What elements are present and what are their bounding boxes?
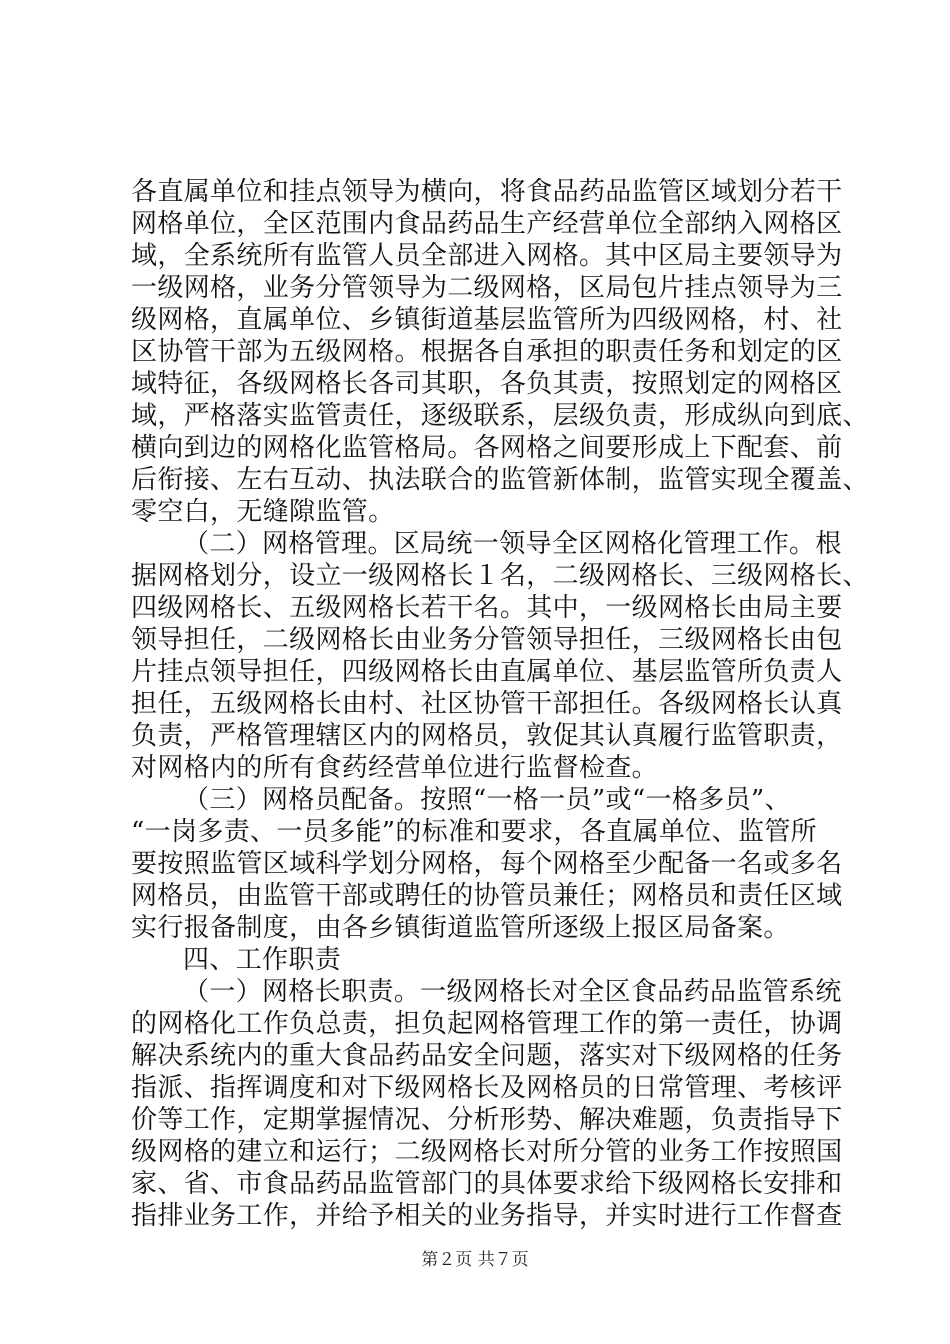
- text-line: 领导担任，二级网格长由业务分管领导担任，三级网格长由包: [131, 625, 843, 655]
- text-line: 后衔接、左右互动、执法联合的监管新体制，监管实现全覆盖、: [131, 465, 869, 495]
- text-line: 实行报备制度，由各乡镇街道监管所逐级上报区局备案。: [131, 913, 790, 943]
- text-line: 据网格划分，设立一级网格长１名，二级网格长、三级网格长、: [131, 561, 869, 591]
- text-line: 负责，严格管理辖区内的网格员，敦促其认真履行监管职责，: [131, 721, 843, 751]
- text-line: 的网格化工作负总责，担负起网格管理工作的第一责任，协调: [131, 1009, 843, 1039]
- text-line: 网格员，由监管干部或聘任的协管员兼任；网格员和责任区域: [131, 881, 843, 911]
- text-line: 域，全系统所有监管人员全部进入网格。其中区局主要领导为: [131, 241, 843, 271]
- text-line: 指派、指挥调度和对下级网格长及网格员的日常管理、考核评: [131, 1073, 843, 1103]
- text-line: 零空白，无缝隙监管。: [131, 497, 395, 527]
- text-line: 对网格内的所有食药经营单位进行监督检查。: [131, 753, 659, 783]
- text-line: 网格单位，全区范围内食品药品生产经营单位全部纳入网格区: [131, 209, 843, 239]
- text-line: 级网格，直属单位、乡镇街道基层监管所为四级网格，村、社: [131, 305, 843, 335]
- page-footer: 第２页 共７页: [421, 1250, 529, 1270]
- text-line: 四级网格长、五级网格长若干名。其中，一级网格长由局主要: [131, 593, 843, 623]
- text-line: 家、省、市食品药品监管部门的具体要求给下级网格长安排和: [131, 1169, 843, 1199]
- text-line: 横向到边的网格化监管格局。各网格之间要形成上下配套、前: [131, 433, 843, 463]
- text-line: 域，严格落实监管责任，逐级联系，层级负责，形成纵向到底、: [131, 401, 869, 431]
- text-line: 指排业务工作，并给予相关的业务指导，并实时进行工作督查: [131, 1201, 843, 1231]
- text-line: 要按照监管区域科学划分网格，每个网格至少配备一名或多名: [131, 849, 843, 879]
- text-line: 各直属单位和挂点领导为横向，将食品药品监管区域划分若干: [131, 177, 843, 207]
- document-body: [131, 176, 869, 1232]
- text-line: 解决系统内的重大食品药品安全问题，落实对下级网格的任务: [131, 1041, 843, 1071]
- text-line: 价等工作，定期掌握情况、分析形势、解决难题，负责指导下: [131, 1105, 843, 1135]
- text-line: 域特征，各级网格长各司其职，各负其责，按照划定的网格区: [131, 369, 843, 399]
- text-line: 四、工作职责: [183, 945, 342, 975]
- text-line: 片挂点领导担任，四级网格长由直属单位、基层监管所负责人: [131, 657, 843, 687]
- text-line: 一级网格，业务分管领导为二级网格，区局包片挂点领导为三: [131, 273, 843, 303]
- text-line: （二）网格管理。区局统一领导全区网格化管理工作。根: [183, 529, 842, 559]
- text-line: 级网格的建立和运行；二级网格长对所分管的业务工作按照国: [131, 1137, 843, 1167]
- text-line: “一岗多责、一员多能”的标准和要求，各直属单位、监管所: [131, 817, 818, 847]
- text-line: 区协管干部为五级网格。根据各自承担的职责任务和划定的区: [131, 337, 843, 367]
- text-line: （三）网格员配备。按照“一格一员”或“一格多员”、: [183, 785, 791, 815]
- text-line: （一）网格长职责。一级网格长对全区食品药品监管系统: [183, 977, 842, 1007]
- text-line: 担任，五级网格长由村、社区协管干部担任。各级网格长认真: [131, 689, 843, 719]
